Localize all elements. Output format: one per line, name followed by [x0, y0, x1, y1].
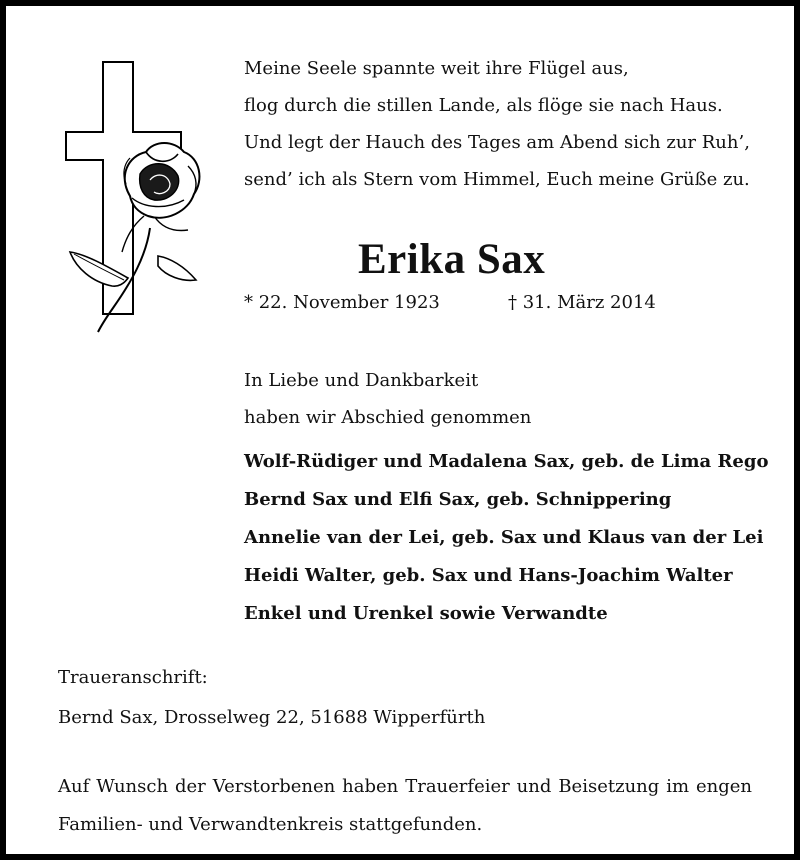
poem-line: Meine Seele spannte weit ihre Flügel aus, — [244, 58, 629, 79]
poem-line: flog durch die stillen Lande, als flöge sie nach Haus. — [244, 95, 723, 116]
deceased-name: Erika Sax — [358, 236, 546, 283]
address-label: Traueranschrift: — [58, 667, 208, 688]
intro-line: In Liebe und Dankbarkeit — [244, 370, 479, 391]
intro-line: haben wir Abschied genommen — [244, 407, 532, 428]
life-dates — [244, 292, 656, 313]
mourner-entry: Enkel und Urenkel sowie Verwandte — [244, 603, 608, 624]
mourner-entry: Wolf-Rüdiger und Madalena Sax, geb. de Lima Rego — [244, 451, 769, 472]
mourner-entry: Heidi Walter, geb. Sax und Hans-Joachim Walter — [244, 565, 733, 586]
poem-line: Und legt der Hauch des Tages am Abend sich zur Ruh’, — [244, 132, 750, 153]
poem-line: send’ ich als Stern vom Himmel, Euch meine Grüße zu. — [244, 169, 750, 190]
mourner-entry: Bernd Sax und Elfi Sax, geb. Schnippering — [244, 489, 672, 510]
address-value: Bernd Sax, Drosselweg 22, 51688 Wipperfürth — [58, 707, 486, 728]
mourner-entry: Annelie van der Lei, geb. Sax und Klaus van der Lei — [244, 527, 764, 548]
mourners-list — [244, 443, 768, 633]
death-date: † 31. März 2014 — [508, 292, 656, 313]
funeral-notice: Auf Wunsch der Verstorbenen haben Trauerfeier und Beisetzung im engen Familien- und Verwandtenkreis stattgefunden. — [58, 776, 752, 835]
cross-with-rose-icon — [58, 56, 218, 336]
poem — [244, 50, 750, 198]
birth-date: * 22. November 1923 — [244, 292, 440, 313]
farewell-intro — [244, 362, 531, 436]
mourning-address — [58, 658, 485, 738]
